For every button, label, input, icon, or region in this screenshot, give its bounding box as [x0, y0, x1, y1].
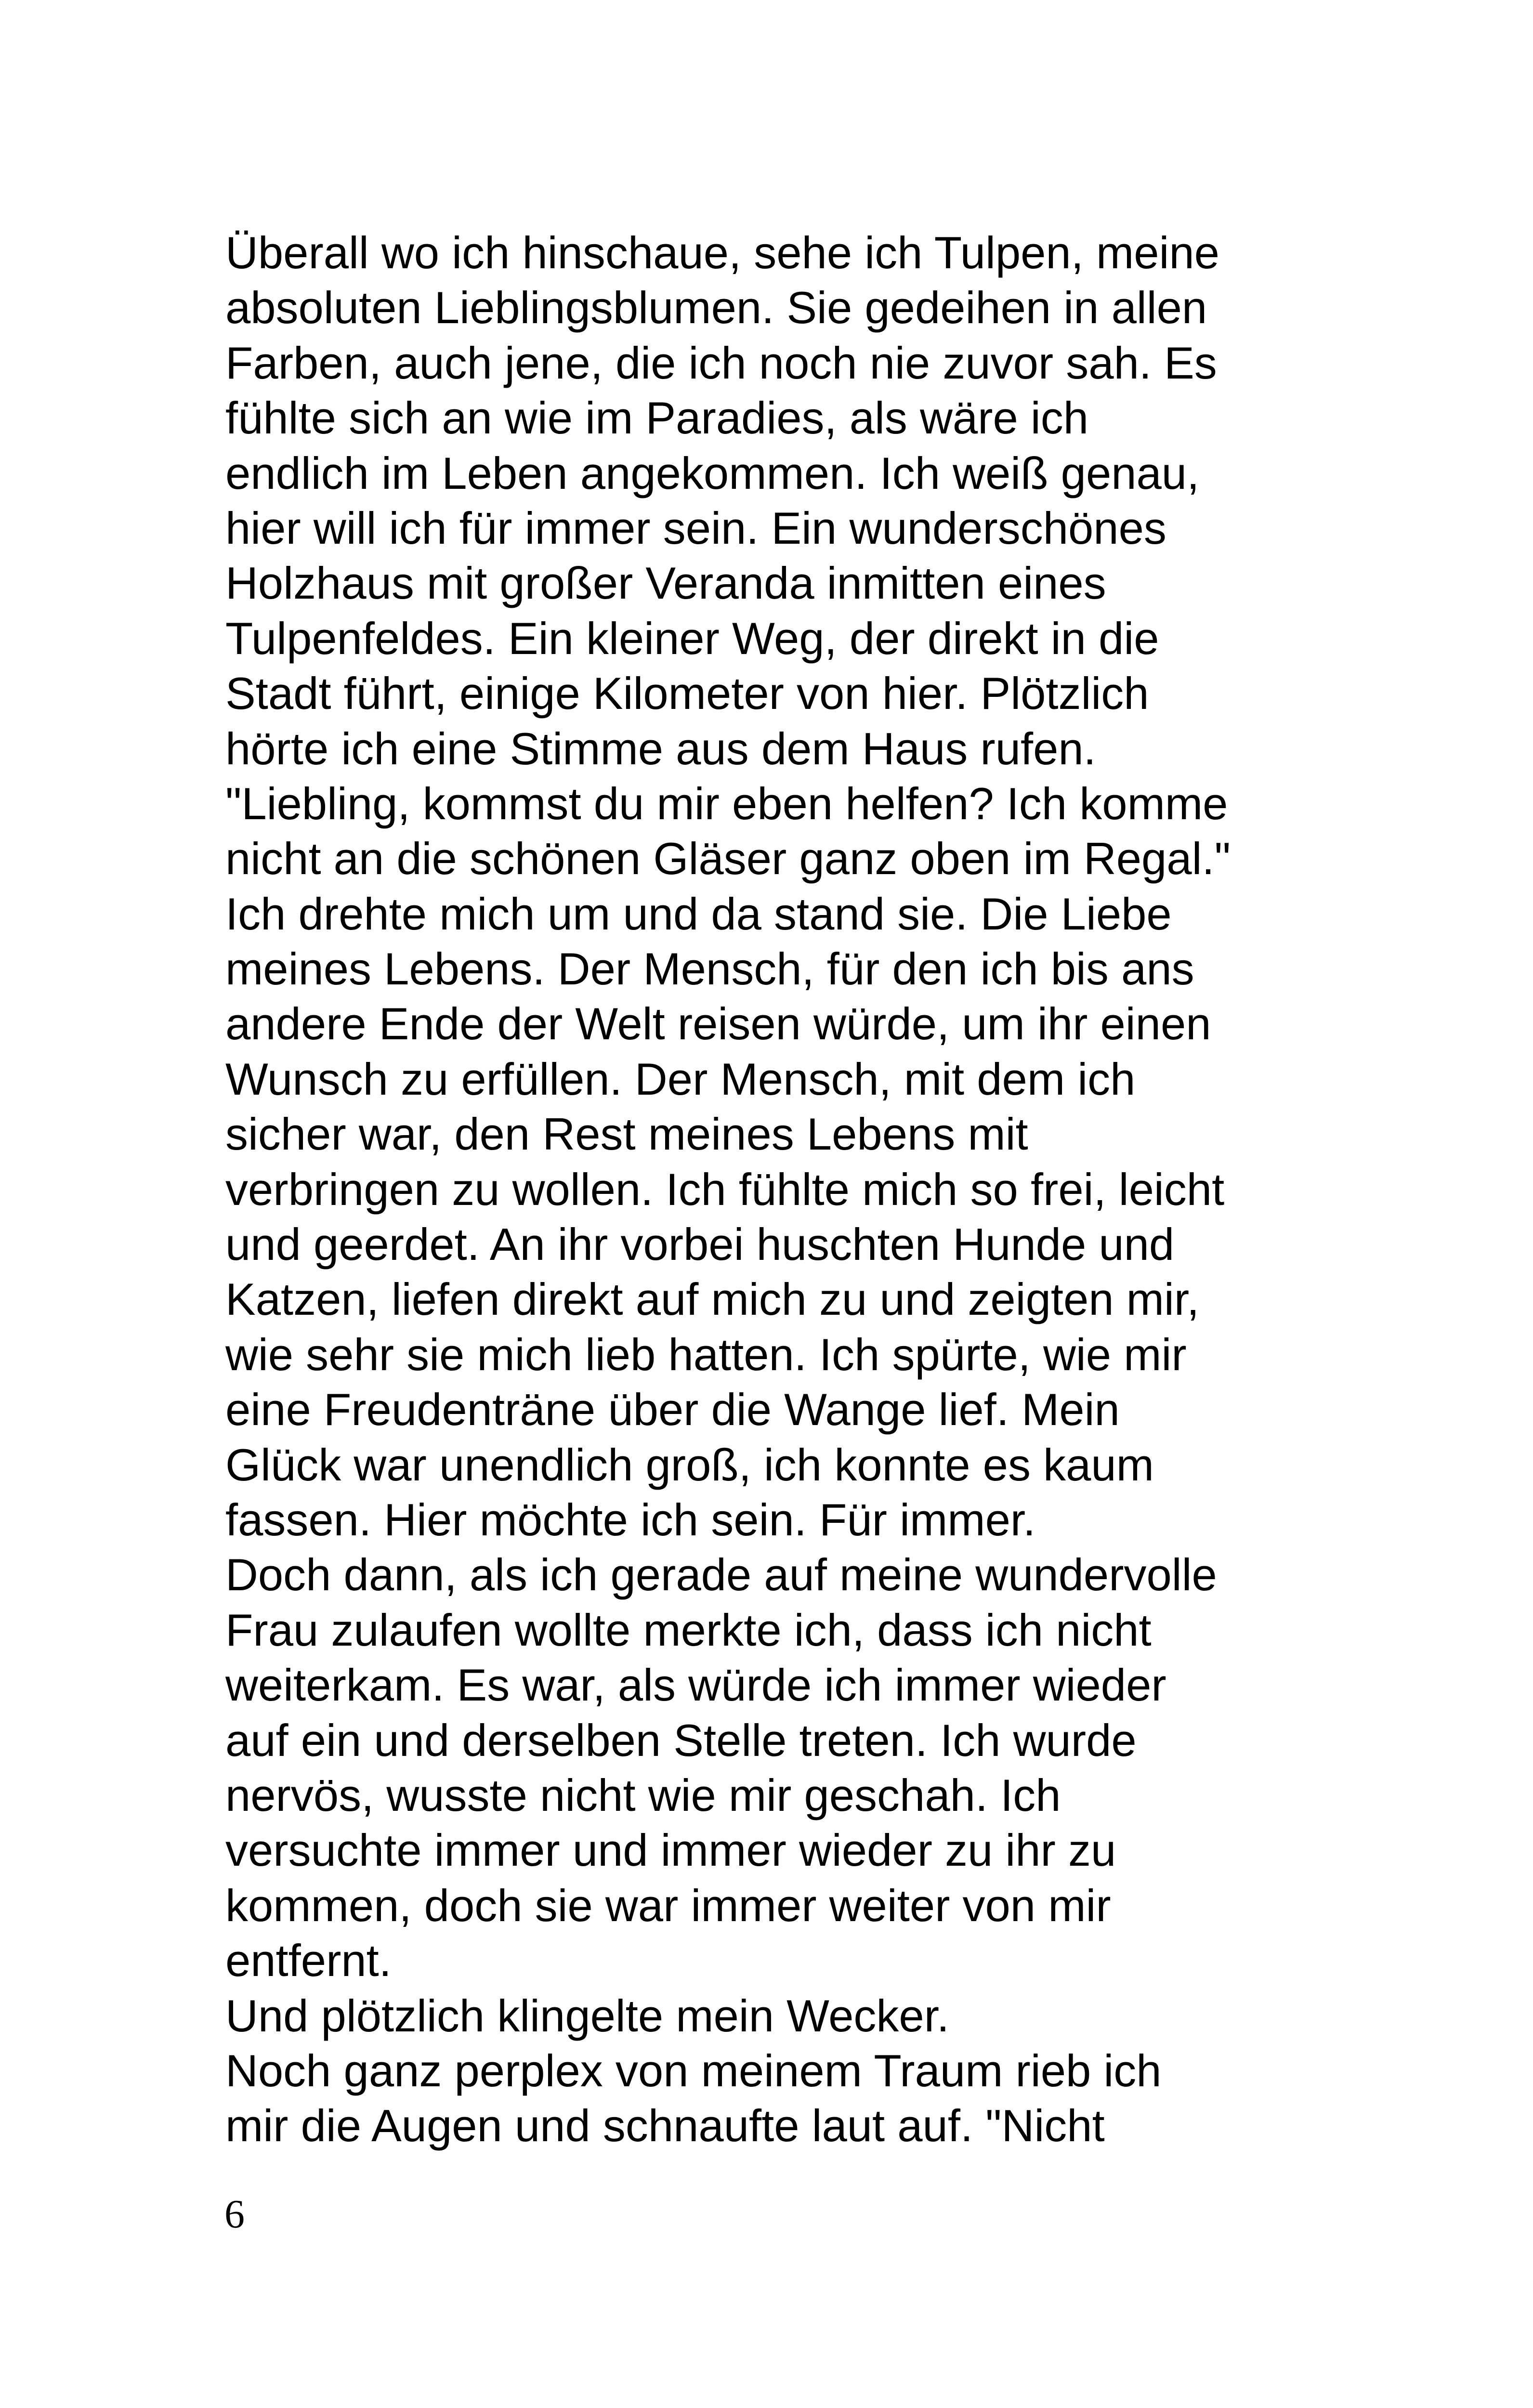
text-line: Wunsch zu erfüllen. Der Mensch, mit dem ich [225, 1053, 1136, 1104]
text-line: nicht an die schönen Gläser ganz oben im Regal." [225, 833, 1231, 884]
text-line: fühlte sich an wie im Paradies, als wäre ich [225, 393, 1089, 444]
text-line: weiterkam. Es war, als würde ich immer wieder [225, 1660, 1166, 1711]
text-line: wie sehr sie mich lieb hatten. Ich spürte, wie mir [225, 1329, 1187, 1380]
text-line: Holzhaus mit großer Veranda inmitten eines [225, 558, 1106, 609]
text-line: Überall wo ich hinschaue, sehe ich Tulpen, meine [225, 227, 1219, 278]
text-line: kommen, doch sie war immer weiter von mir [225, 1880, 1111, 1931]
text-line: andere Ende der Welt reisen würde, um ihr einen [225, 998, 1211, 1049]
text-line: nervös, wusste nicht wie mir geschah. Ich [225, 1769, 1061, 1820]
text-line: meines Lebens. Der Mensch, für den ich bis ans [225, 943, 1194, 995]
text-line: und geerdet. An ihr vorbei huschten Hunde und [225, 1219, 1175, 1270]
body-text [225, 225, 1487, 2154]
text-line: Noch ganz perplex von meinem Traum rieb ich [225, 2045, 1162, 2096]
text-line: Tulpenfeldes. Ein kleiner Weg, der direkt in die [225, 613, 1159, 664]
text-line: mir die Augen und schnaufte laut auf. "Nicht [225, 2100, 1105, 2151]
text-line: eine Freudenträne über die Wange lief. Mein [225, 1384, 1120, 1435]
text-line: Stadt führt, einige Kilometer von hier. Plötzlich [225, 668, 1149, 719]
text-line: "Liebling, kommst du mir eben helfen? Ich komme [225, 778, 1228, 829]
page-number: 6 [224, 2192, 245, 2237]
text-line: entfernt. [225, 1935, 392, 1986]
text-line: Doch dann, als ich gerade auf meine wundervolle [225, 1549, 1217, 1600]
text-line: versuchte immer und immer wieder zu ihr zu [225, 1825, 1116, 1876]
text-line: verbringen zu wollen. Ich fühlte mich so frei, leicht [225, 1164, 1225, 1215]
text-line: Farben, auch jene, die ich noch nie zuvor sah. Es [225, 337, 1217, 388]
text-line: sicher war, den Rest meines Lebens mit [225, 1109, 1028, 1160]
text-line: Und plötzlich klingelte mein Wecker. [225, 1990, 949, 2041]
text-line: auf ein und derselben Stelle treten. Ich wurde [225, 1714, 1137, 1766]
text-line: fassen. Hier möchte ich sein. Für immer. [225, 1494, 1036, 1545]
text-line: absoluten Lieblingsblumen. Sie gedeihen in allen [225, 282, 1207, 333]
text-line: Katzen, liefen direkt auf mich zu und zeigten mir, [225, 1274, 1200, 1325]
text-line: Ich drehte mich um und da stand sie. Die Liebe [225, 888, 1172, 939]
text-line: hörte ich eine Stimme aus dem Haus rufen. [225, 723, 1096, 774]
text-line: Frau zulaufen wollte merkte ich, dass ich nicht [225, 1604, 1152, 1655]
text-line: Glück war unendlich groß, ich konnte es kaum [225, 1439, 1154, 1490]
text-line: hier will ich für immer sein. Ein wunderschönes [225, 502, 1166, 553]
text-line: endlich im Leben angekommen. Ich weiß genau, [225, 447, 1200, 498]
